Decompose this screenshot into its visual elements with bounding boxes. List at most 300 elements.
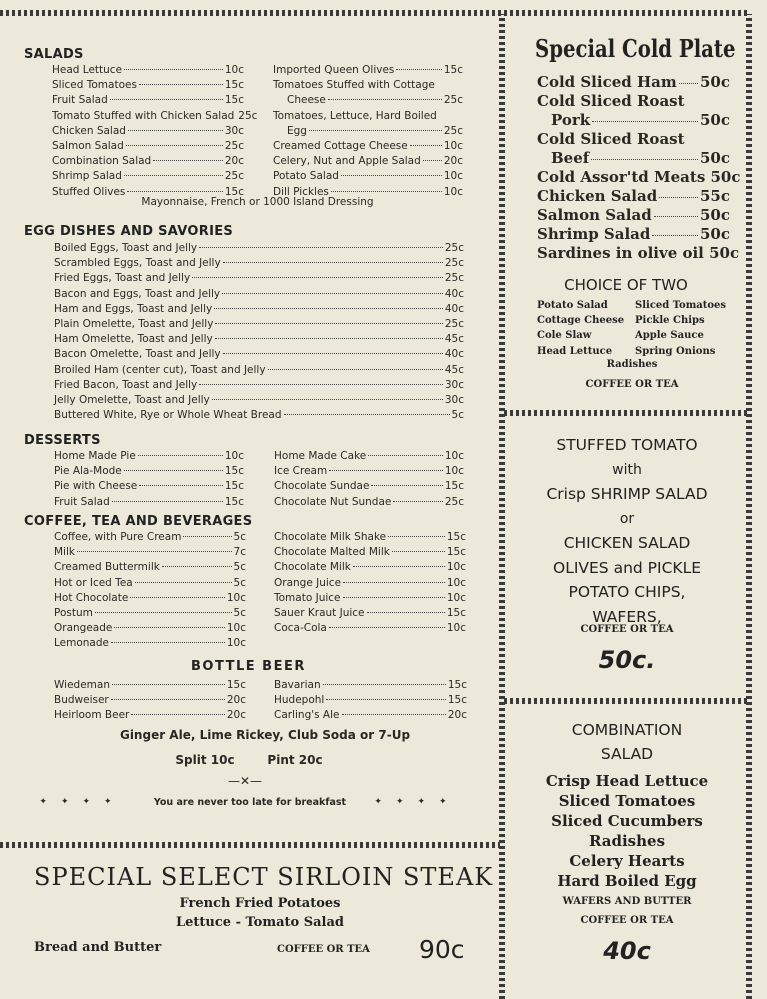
item-name: Pie with Cheese	[54, 480, 138, 493]
item-price: 15c	[224, 495, 244, 508]
dot-leader	[268, 369, 443, 370]
menu-item	[274, 678, 467, 693]
menu-item	[54, 271, 464, 286]
item-price: 7c	[233, 546, 246, 559]
eggs-list	[54, 241, 464, 423]
menu-item	[52, 109, 258, 124]
choice-item: Spring Onions	[635, 345, 716, 357]
item-price: 10c	[443, 140, 463, 153]
item-name: Chocolate Malted Milk	[274, 546, 390, 559]
dot-leader	[654, 216, 698, 217]
eggs-title: EGG DISHES AND SAVORIES	[24, 224, 234, 239]
dot-leader	[212, 399, 443, 400]
item-name: Cheese	[287, 94, 326, 107]
steak-bread: Bread and Butter	[34, 940, 162, 955]
stuffed-tomato-line: POTATO CHIPS,	[568, 583, 686, 601]
dot-leader	[223, 353, 443, 354]
item-price: 50c	[710, 168, 741, 186]
menu-item	[54, 606, 246, 621]
item-name: Chocolate Sundae	[274, 480, 370, 493]
item-name: Bacon Omelette, Toast and Jelly	[54, 348, 221, 361]
item-name: Shrimp Salad	[537, 225, 651, 243]
menu-item	[54, 621, 246, 636]
item-price: 15c	[224, 94, 244, 107]
item-name: Sardines in olive oil	[537, 244, 704, 262]
beverages-right-list	[274, 530, 466, 636]
item-price: 25c	[443, 94, 463, 107]
choice-row	[537, 344, 737, 359]
item-price: 30c	[444, 394, 464, 407]
item-name: Home Made Pie	[54, 450, 136, 462]
pint-price: Pint 20c	[267, 753, 323, 767]
item-name: Scrambled Eggs, Toast and Jelly	[54, 257, 221, 270]
item-price: 10c	[446, 561, 466, 574]
menu-item	[54, 708, 246, 723]
dot-leader	[367, 612, 445, 613]
dot-leader	[127, 191, 222, 192]
dot-leader	[139, 485, 223, 486]
dot-leader	[591, 159, 698, 160]
item-price: 5c	[233, 531, 246, 543]
dot-leader	[222, 293, 443, 294]
choice-row	[537, 298, 737, 313]
choices-grid	[537, 298, 737, 359]
item-name: Chocolate Milk	[274, 561, 351, 574]
beer-right-list	[274, 678, 467, 724]
dot-leader	[392, 551, 445, 552]
menu-item	[537, 130, 730, 149]
combination-item: Radishes	[588, 832, 666, 850]
item-name: Shrimp Salad	[52, 170, 122, 183]
item-name: Stuffed Olives	[52, 185, 126, 198]
item-name: Tomatoes, Lettuce, Hard Boiled	[273, 109, 437, 122]
item-name: Budweiser	[54, 694, 109, 707]
item-price: 15c	[446, 531, 466, 543]
menu-item	[537, 92, 730, 111]
item-name: Bacon and Eggs, Toast and Jelly	[54, 287, 221, 300]
menu-item	[274, 693, 467, 708]
dot-leader	[111, 699, 225, 700]
stuffed-tomato-line: or	[619, 510, 635, 527]
item-price: 50c	[709, 244, 740, 262]
cold-plate-list	[537, 73, 741, 263]
item-name: Hudepohl	[274, 694, 325, 707]
dot-leader	[153, 160, 223, 161]
item-name: Coffee, with Pure Cream	[54, 531, 182, 543]
item-price: 10c	[224, 64, 244, 76]
item-name: Fried Bacon, Toast and Jelly	[54, 378, 198, 391]
combination-item: Sliced Tomatoes	[558, 792, 696, 810]
combination-extra-1: WAFERS AND BUTTER	[562, 896, 692, 907]
item-name: Salmon Salad	[52, 140, 124, 153]
dot-leader	[592, 121, 698, 122]
dot-leader	[342, 714, 446, 715]
choice-row	[537, 328, 737, 343]
menu-item	[273, 169, 463, 184]
dot-leader	[215, 323, 442, 324]
choice-item: Cottage Cheese	[537, 315, 625, 327]
menu-item	[54, 530, 246, 545]
item-price: 5c	[233, 607, 246, 620]
breakfast-slogan: You are never too late for breakfast	[153, 797, 347, 808]
item-price: 45c	[444, 333, 464, 346]
item-name: Tomato Juice	[274, 591, 341, 604]
menu-item	[52, 139, 244, 154]
menu-item	[54, 317, 464, 332]
item-price: 50c	[699, 149, 730, 167]
combination-item: Sliced Cucumbers	[551, 812, 703, 830]
menu-item	[274, 576, 466, 591]
dot-leader	[329, 627, 445, 628]
stuffed-tomato-line: OLIVES and PICKLE	[553, 558, 701, 577]
stuffed-tomato-line: Crisp SHRIMP SALAD	[546, 485, 708, 503]
item-name: Carling's Ale	[274, 709, 340, 722]
steak-price: 90c	[419, 935, 465, 964]
dot-leader	[126, 145, 223, 146]
item-price: 20c	[443, 155, 463, 168]
item-name: Jelly Omelette, Toast and Jelly	[54, 394, 210, 407]
combination-price: 40c	[603, 937, 651, 965]
item-price: 5c	[233, 576, 246, 589]
dot-leader	[368, 455, 443, 456]
dot-leader	[112, 501, 223, 502]
dot-leader	[124, 470, 223, 471]
choice-item: Potato Salad	[537, 300, 608, 311]
item-price: 10c	[443, 170, 463, 183]
desserts-right-list	[274, 449, 464, 510]
item-price: 10c	[226, 591, 246, 604]
item-price: 15c	[226, 679, 246, 691]
item-name: Fruit Salad	[52, 94, 108, 107]
menu-item	[54, 545, 246, 560]
item-name: Bavarian	[274, 679, 321, 691]
dot-leader	[343, 597, 445, 598]
breakfast-ornament-right-icon: ✦✦✦✦	[374, 797, 461, 807]
item-name: Buttered White, Rye or Whole Wheat Bread	[54, 409, 282, 422]
item-price: 25c	[224, 140, 244, 153]
menu-item	[537, 73, 730, 92]
item-name: Dill Pickles	[273, 185, 329, 198]
item-name: Milk	[54, 546, 75, 559]
top-border	[0, 10, 750, 16]
item-name: Pork	[551, 111, 591, 129]
steak-drink: COFFEE OR TEA	[277, 944, 370, 955]
dot-leader	[343, 582, 445, 583]
dot-leader	[388, 536, 445, 537]
item-price: 10c	[446, 576, 466, 589]
item-price: 15c	[224, 185, 244, 198]
dot-leader	[329, 470, 443, 471]
item-price: 15c	[224, 480, 244, 493]
menu-item	[537, 168, 741, 187]
item-price: 10c	[444, 465, 464, 478]
menu-item	[54, 408, 464, 423]
menu-item	[54, 256, 464, 271]
item-price: 10c	[446, 591, 466, 604]
combination-title-1: COMBINATION	[571, 721, 683, 739]
menu-item	[274, 591, 466, 606]
menu-item	[52, 93, 244, 108]
cold-plate-drink: COFFEE OR TEA	[585, 379, 679, 390]
choice-item: Pickle Chips	[635, 315, 705, 327]
menu-item	[274, 545, 466, 560]
item-price: 25c	[443, 124, 463, 137]
item-name: Salmon Salad	[537, 206, 652, 224]
menu-item	[273, 154, 463, 169]
item-name: Creamed Cottage Cheese	[273, 140, 408, 153]
item-price: 10c	[226, 622, 246, 635]
choice-item: Sliced Tomatoes	[635, 300, 727, 311]
item-name: Fruit Salad	[54, 495, 110, 508]
dot-leader	[659, 197, 698, 198]
menu-item	[52, 78, 244, 93]
menu-item	[274, 464, 464, 479]
dot-leader	[371, 485, 442, 486]
item-price: 10c	[226, 637, 246, 650]
menu-item	[52, 169, 244, 184]
item-price: 15c	[224, 465, 244, 478]
item-name: Fried Eggs, Toast and Jelly	[54, 272, 191, 285]
item-name: Cold Sliced Ham	[537, 73, 677, 91]
menu-item	[274, 449, 464, 464]
menu-item	[273, 78, 463, 93]
item-name: Broiled Ham (center cut), Toast and Jelly	[54, 363, 266, 376]
menu-item	[54, 241, 464, 256]
breakfast-ornament-left-icon: ✦✦✦✦	[39, 797, 126, 807]
item-name: Lemonade	[54, 637, 109, 650]
menu-item	[54, 479, 244, 494]
item-name: Potato Salad	[273, 170, 339, 183]
menu-item	[537, 187, 730, 206]
item-name: Boiled Eggs, Toast and Jelly	[54, 242, 198, 254]
combination-title-2: SALAD	[600, 745, 654, 763]
menu-item	[274, 495, 464, 510]
choice-row	[537, 313, 737, 328]
dot-leader	[652, 235, 698, 236]
menu-item	[274, 479, 464, 494]
stuffed-tomato-drink: COFFEE OR TEA	[580, 624, 674, 635]
dot-leader	[353, 566, 445, 567]
menu-item	[54, 363, 464, 378]
item-name: Chocolate Nut Sundae	[274, 495, 392, 508]
desserts-title: DESSERTS	[24, 433, 101, 448]
menu-item	[54, 393, 464, 408]
item-price: 5c	[451, 409, 464, 422]
item-price: 50c	[699, 225, 730, 243]
item-name: Ham and Eggs, Toast and Jelly	[54, 302, 213, 315]
dot-leader	[131, 714, 224, 715]
item-price: 10c	[443, 185, 463, 198]
menu-item	[537, 225, 730, 244]
dot-leader	[331, 191, 442, 192]
item-price: 40c	[444, 348, 464, 361]
item-price: 15c	[224, 79, 244, 92]
item-name: Celery, Nut and Apple Salad	[273, 155, 421, 168]
steak-title: SPECIAL SELECT SIRLOIN STEAK	[34, 863, 494, 891]
item-name: Chicken Salad	[537, 187, 658, 205]
item-name: Cold Sliced Roast	[537, 130, 685, 148]
item-name: Creamed Buttermilk	[54, 561, 160, 574]
menu-item	[273, 63, 463, 78]
item-price: 20c	[226, 709, 246, 722]
item-name: Plain Omelette, Toast and Jelly	[54, 318, 214, 331]
menu-item	[54, 495, 244, 510]
choice-item: Head Lettuce	[537, 345, 613, 357]
item-price: 30c	[444, 378, 464, 391]
dot-leader	[223, 262, 443, 263]
menu-item	[54, 302, 464, 317]
item-name: Orangeade	[54, 622, 113, 635]
item-name: Ham Omelette, Toast and Jelly	[54, 333, 213, 346]
dot-leader	[139, 84, 223, 85]
menu-item	[273, 124, 463, 139]
salads-title: SALADS	[24, 47, 84, 62]
menu-item	[274, 606, 466, 621]
dot-leader	[199, 247, 443, 248]
item-name: Sauer Kraut Juice	[274, 607, 365, 620]
stuffed-tomato-line: with	[612, 461, 642, 478]
item-name: Home Made Cake	[274, 450, 367, 462]
item-name: Egg	[287, 124, 307, 137]
item-price: 15c	[446, 607, 466, 620]
combination-item: Crisp Head Lettuce	[545, 772, 709, 790]
item-price: 25c	[444, 318, 464, 331]
cold-plate-title: Special Cold Plate	[535, 34, 736, 63]
item-price: 20c	[224, 155, 244, 168]
item-price: 10c	[444, 450, 464, 462]
steak-border	[0, 842, 500, 848]
dot-leader	[162, 566, 232, 567]
dot-leader	[326, 699, 446, 700]
dot-leader	[323, 684, 446, 685]
cold-plate-border	[504, 410, 748, 416]
dot-leader	[114, 627, 225, 628]
menu-item	[54, 347, 464, 362]
item-name: Tomatoes Stuffed with Cottage	[273, 79, 435, 92]
item-price: 30c	[224, 124, 244, 137]
menu-item	[54, 464, 244, 479]
menu-item	[537, 149, 730, 168]
dot-leader	[192, 277, 443, 278]
item-name: Sliced Tomatoes	[52, 79, 137, 92]
dot-leader	[423, 160, 442, 161]
stuffed-tomato-line: STUFFED TOMATO	[556, 436, 698, 454]
item-name: Cold Sliced Roast	[537, 92, 685, 110]
item-price: 25c	[444, 272, 464, 285]
item-price: 50c	[699, 111, 730, 129]
dot-leader	[284, 414, 450, 415]
desserts-left-list	[54, 449, 244, 510]
dot-leader	[396, 69, 441, 70]
steak-line-1: French Fried Potatoes	[179, 896, 341, 911]
menu-item	[54, 378, 464, 393]
menu-item	[54, 332, 464, 347]
item-price: 15c	[447, 679, 467, 691]
item-name: Chicken Salad	[52, 124, 126, 137]
beverages-title: COFFEE, TEA AND BEVERAGES	[24, 514, 253, 529]
dot-leader	[135, 582, 232, 583]
dressing-note: Mayonnaise, French or 1000 Island Dressing	[141, 196, 374, 208]
item-name: Wiedeman	[54, 679, 110, 691]
choice-item: Cole Slaw	[537, 330, 592, 342]
item-price: 50c	[699, 73, 730, 91]
item-price: 15c	[443, 64, 463, 76]
item-price: 25c	[444, 257, 464, 270]
mixers-line: Ginger Ale, Lime Rickey, Club Soda or 7-Up	[119, 728, 411, 742]
menu-item	[274, 621, 466, 636]
item-name: Combination Salad	[52, 155, 152, 168]
menu-item	[273, 93, 463, 108]
item-price: 40c	[444, 287, 464, 300]
menu-item	[52, 154, 244, 169]
item-name: Heirloom Beer	[54, 709, 130, 722]
dot-leader	[124, 175, 223, 176]
item-name: Postum	[54, 607, 93, 620]
item-price: 20c	[447, 709, 467, 722]
salads-right-list	[273, 63, 463, 200]
dot-leader	[138, 455, 223, 456]
item-price: 5c	[233, 561, 246, 574]
steak-line-2: Lettuce - Tomato Salad	[175, 915, 344, 930]
combination-list	[507, 771, 747, 891]
item-price: 25c	[224, 170, 244, 183]
item-name: Orange Juice	[274, 576, 342, 589]
dot-leader	[215, 338, 443, 339]
item-price: 25c	[444, 495, 464, 508]
dot-leader	[341, 175, 442, 176]
dot-leader	[183, 536, 231, 537]
menu-item	[52, 124, 244, 139]
item-price: 25c	[444, 242, 464, 254]
item-price: 10c	[224, 450, 244, 462]
item-price: 15c	[444, 480, 464, 493]
stuffed-tomato-line: CHICKEN SALAD	[563, 534, 691, 552]
dot-leader	[124, 69, 223, 70]
item-name: Hot or Iced Tea	[54, 576, 133, 589]
menu-item	[54, 678, 246, 693]
menu-item	[537, 244, 740, 263]
center-border	[499, 14, 505, 999]
dot-leader	[410, 145, 442, 146]
ornament-icon: —✕—	[227, 774, 263, 788]
item-price: 10c	[446, 622, 466, 635]
beer-left-list	[54, 678, 246, 724]
item-price: 20c	[226, 694, 246, 707]
menu-item	[274, 708, 467, 723]
dot-leader	[111, 642, 225, 643]
combination-item: Hard Boiled Egg	[557, 872, 697, 890]
dot-leader	[393, 501, 442, 502]
menu-item	[274, 530, 466, 545]
tomato-border	[504, 698, 748, 704]
stuffed-tomato-block	[507, 433, 747, 629]
item-price: 50c	[699, 206, 730, 224]
salads-left-list	[52, 63, 258, 200]
item-name: Coca-Cola	[274, 622, 327, 635]
menu-item	[54, 693, 246, 708]
item-name: Head Lettuce	[52, 64, 123, 76]
dot-leader	[679, 83, 698, 84]
menu-item	[54, 591, 246, 606]
choice-item: Apple Sauce	[635, 330, 704, 342]
item-price: 45c	[444, 363, 464, 376]
split-price: Split 10c	[175, 753, 235, 767]
dot-leader	[130, 597, 225, 598]
dot-leader	[128, 130, 223, 131]
combination-item: Celery Hearts	[569, 852, 685, 870]
menu-item	[54, 560, 246, 575]
item-name: Cold Assor'td Meats	[537, 168, 706, 186]
